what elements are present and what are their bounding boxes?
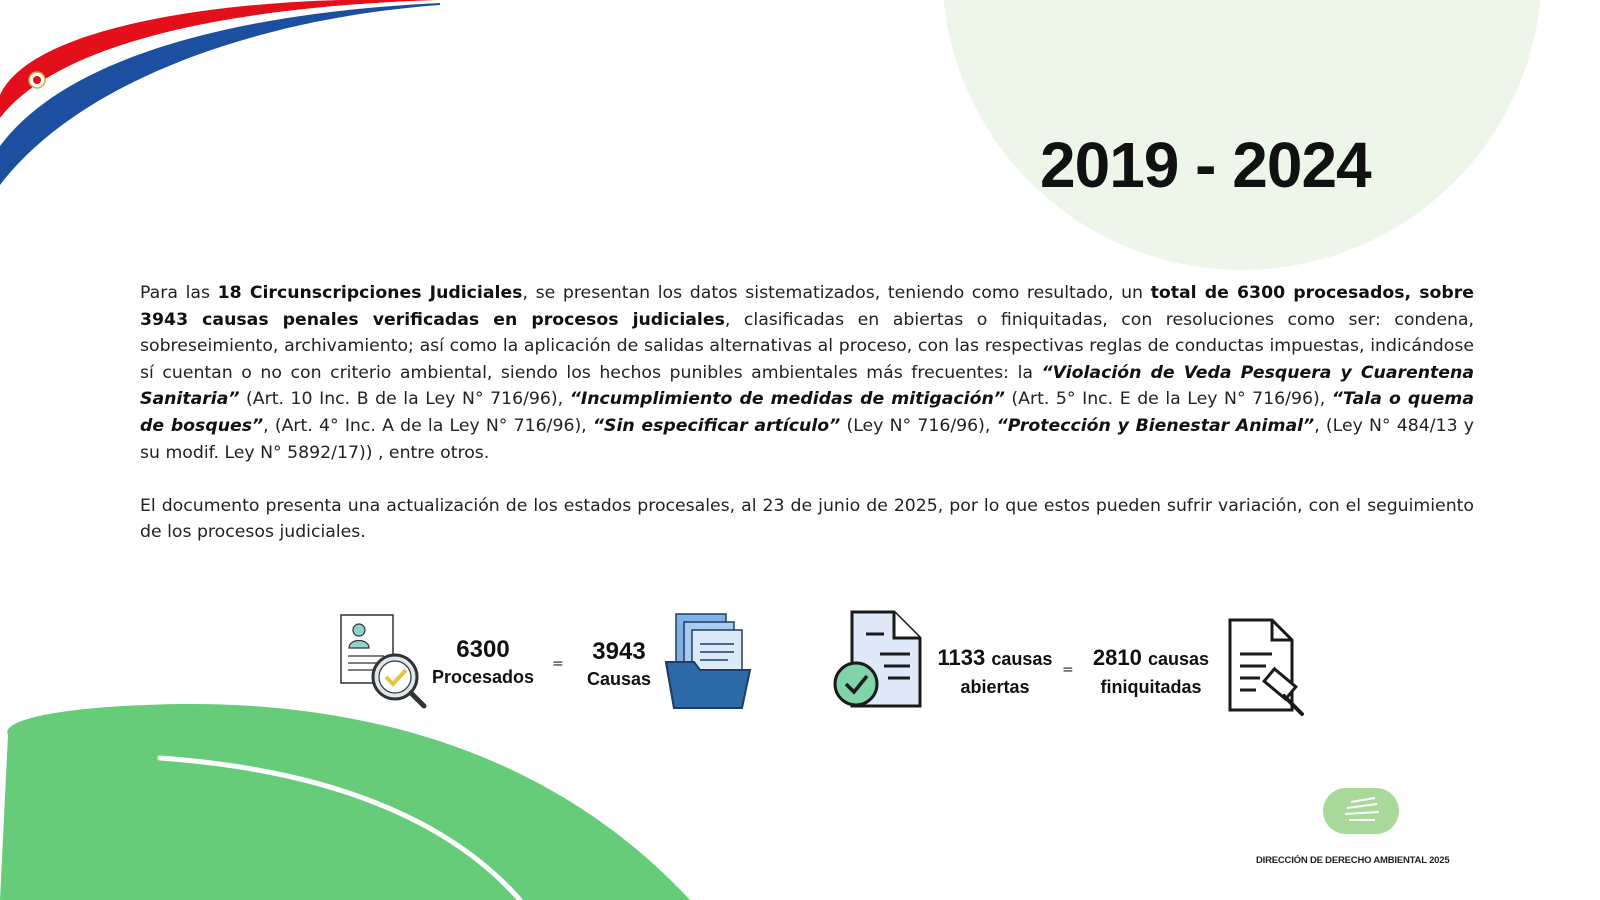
text-segment: , (Art. 4° Inc. A de la Ley N° 716/96), bbox=[263, 415, 593, 436]
paraguay-flag-swoosh-icon bbox=[0, 0, 440, 190]
stat-finiquitadas bbox=[1086, 644, 1216, 701]
text-segment: , se presentan los datos sistematizados, teniendo como resultado, un bbox=[522, 283, 1151, 303]
causas-label: Causas bbox=[586, 669, 652, 689]
stat-causas bbox=[574, 638, 664, 692]
text-segment: “Protección y Bienestar Animal” bbox=[996, 415, 1315, 436]
text-segment: (Ley N° 716/96), bbox=[840, 415, 997, 436]
text-segment: Para las bbox=[140, 283, 218, 303]
abiertas-label: abiertas bbox=[960, 677, 1030, 697]
text-segment: “Violación de Veda Pesquera y Cuarentena Sanitaria” bbox=[140, 362, 1474, 410]
text-segment: El documento presenta una actualización de los estados procesales, al 23 de junio de 2025, por lo que estos pueden sufrir variación, con el seguimiento de los procesos judiciales. bbox=[140, 495, 1474, 543]
folder-documents-icon bbox=[664, 612, 752, 712]
person-document-check-icon bbox=[340, 614, 430, 710]
procesados-label: Procesados bbox=[431, 667, 535, 687]
abiertas-unit: causas bbox=[991, 649, 1053, 669]
summary-paragraph bbox=[140, 280, 1474, 466]
abiertas-value: 1133 bbox=[937, 645, 986, 670]
body-text bbox=[140, 280, 1474, 546]
text-segment: (Art. 5° Inc. E de la Ley N° 716/96), bbox=[1004, 389, 1332, 410]
text-segment: 18 Circunscripciones Judiciales bbox=[217, 283, 523, 303]
document-gavel-icon bbox=[1226, 618, 1308, 718]
footer-label: DIRECCIÓN DE DERECHO AMBIENTAL 2025 bbox=[1256, 855, 1450, 866]
finiquitadas-label: finiquitadas bbox=[1100, 677, 1202, 697]
stat-procesados bbox=[428, 636, 538, 690]
equals-sign-2: = bbox=[1062, 662, 1074, 678]
text-segment: “Tala o quema de bosques” bbox=[140, 389, 1474, 436]
equals-sign-1: = bbox=[552, 656, 564, 672]
update-paragraph bbox=[140, 493, 1474, 546]
leaf-decoration bbox=[0, 700, 700, 900]
text-segment: (Art. 10 Inc. B de la Ley N° 716/96), bbox=[239, 389, 570, 410]
text-segment: “Incumplimiento de medidas de mitigación” bbox=[569, 389, 1005, 410]
period-title: 2019 - 2024 bbox=[1040, 129, 1371, 201]
stat-abiertas bbox=[930, 644, 1060, 701]
procesados-value: 6300 bbox=[456, 636, 510, 663]
text-segment: , (Ley N° 484/13 y su modif. Ley N° 5892/17)) , entre otros. bbox=[140, 415, 1475, 463]
document-check-icon bbox=[832, 610, 924, 710]
leaf-logo-icon bbox=[1323, 788, 1399, 834]
text-segment: “Sin especificar artículo” bbox=[592, 415, 841, 436]
finiquitadas-value: 2810 bbox=[1092, 645, 1142, 670]
text-segment: total de 6300 procesados, sobre 3943 causas penales verificadas en procesos judiciales bbox=[140, 283, 1474, 330]
text-segment: , clasificadas en abiertas o finiquitadas, con resoluciones como ser: condena, sobreseimiento, archivamiento; así como la aplicación de salidas alternativas al proceso, con las respectivas reglas de conductas impuestas, indicándose sí cuentan o no con criterio ambiental, siendo los hechos punibles ambientales más frecuentes: la bbox=[140, 309, 1474, 383]
causas-value: 3943 bbox=[592, 638, 646, 665]
finiquitadas-unit: causas bbox=[1148, 649, 1210, 669]
